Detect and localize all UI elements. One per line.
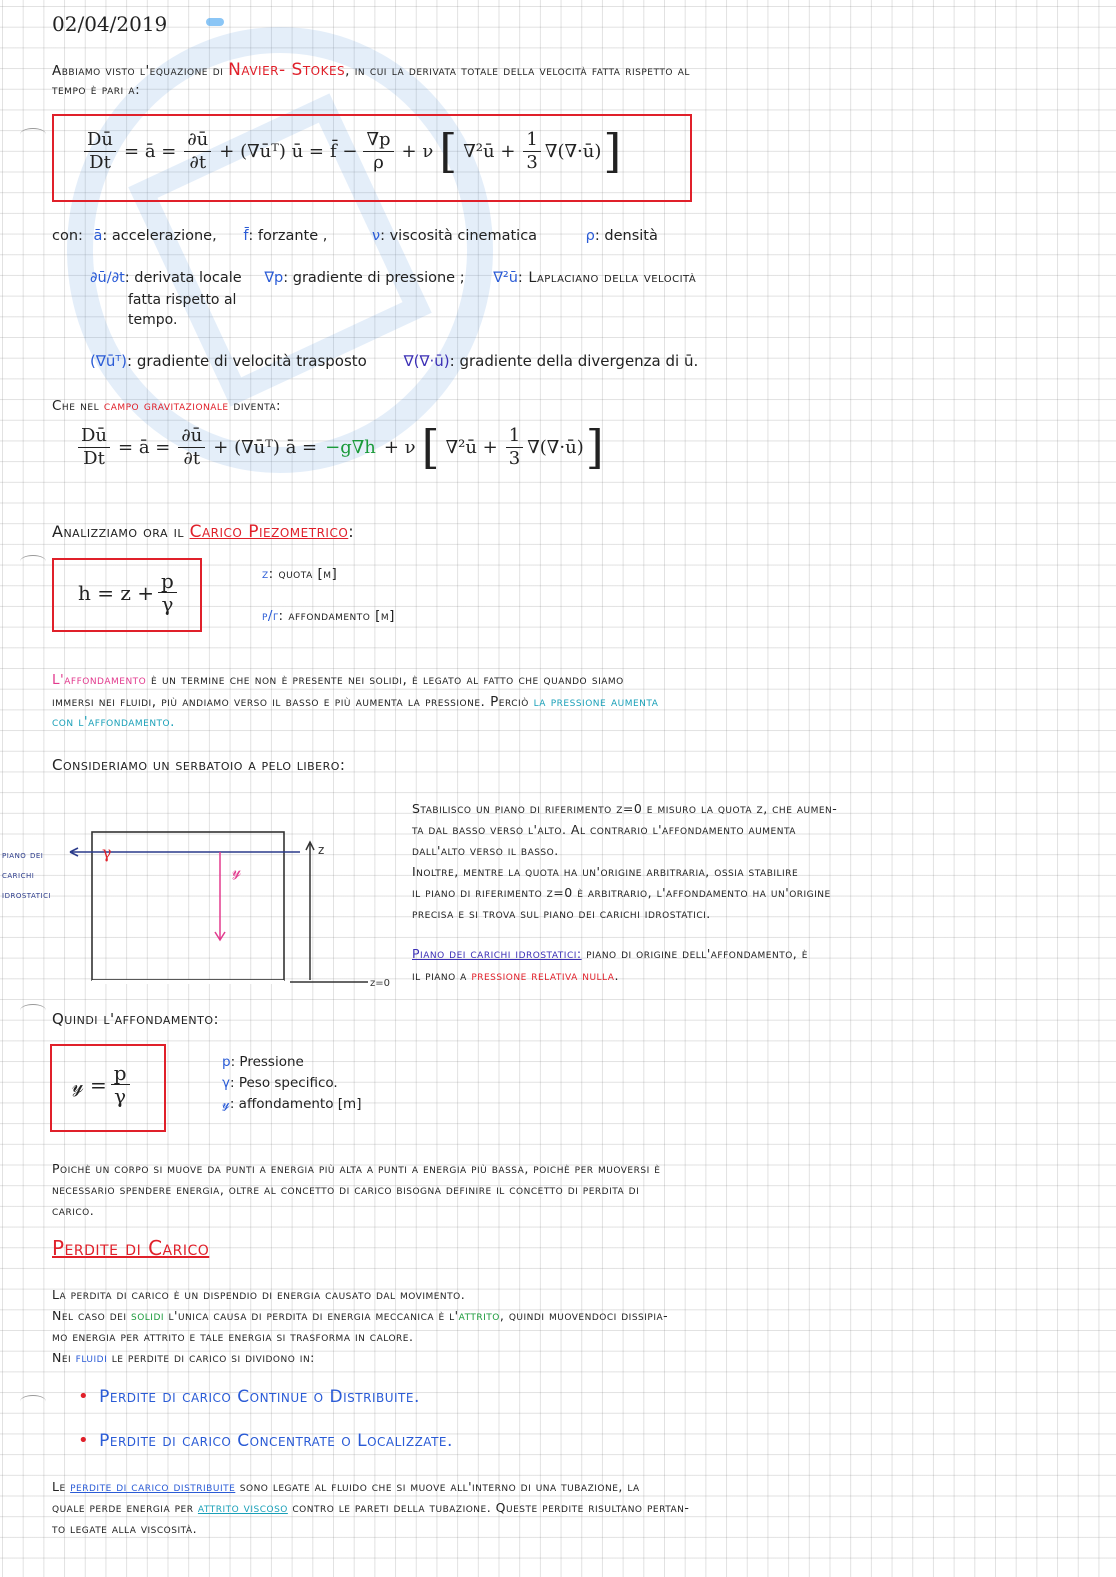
margin-hole [20,128,46,141]
legend-row-3: (∇ūᵀ): gradiente di velocità trasposto ∇(∇·ū): gradiente della divergenza di ū. [90,352,699,370]
affondamento-line-2: immersi nei fluidi, più andiamo verso il basso e più aumenta la pressione. Perciò la pressione aumenta [52,694,659,710]
hydrostatic-plane-label: piano dei carichi idrostatici [2,850,52,901]
legend-row-2c: tempo. [128,312,178,328]
distribuite-paragraph: Le perdite di carico distribuite sono legate al fluido che si muove all'interno di una tubazione, la quale perde energia per attrito viscoso contro le pareti della tubazione. Queste perdite risultano pertan- to legate alla viscosità. [52,1479,690,1536]
piano-carichi-definition: Piano dei carichi idrostatici: piano di origine dell'affondamento, è [412,946,808,961]
affondamento-term: L'affondamento [52,672,147,688]
intro-line-1: Abbiamo visto l'equazione di Navier- Stokes, in cui la derivata totale della velocità fatta rispetto al [52,60,690,80]
legend-row-1: con: ā: accelerazione, f̄: forzante , ν: viscosità cinematica ρ: densità [52,228,658,244]
serbatoio-title: Consideriamo un serbatoio a pelo libero: [52,756,346,774]
margin-hole [20,555,46,568]
bullet-icon: • [78,1430,90,1451]
margin-hole [20,1395,46,1408]
perdite-paragraph: La perdita di carico è un dispendio di energia causato dal movimento. Nel caso dei solidi l'unica causa di perdita di energia meccanica è l'attrito, quindi muovendoci dissipia- mo energia per attrito e tale energia si trasforma in calore. Nei fluidi le perdite di carico si dividono in: [52,1287,669,1365]
legend-row-2: ∂ū/∂t: derivata locale ∇p: gradiente di pressione ; ∇²ū: Laplaciano della velocità [90,270,697,286]
piezometric-intro: Analizziamo ora il Carico Piezometrico: [52,522,355,542]
piano-carichi-definition-2: il piano a pressione relativa nulla. [412,968,619,983]
margin-hole [20,1004,46,1017]
legend-row-2b: fatta rispetto al [128,292,237,308]
equation-affondamento: 𝓎 = $\frac{p}{\gamma}$ [72,1062,134,1107]
intro-line-2: tempo è pari a: [52,82,141,98]
piezo-legend-pg: p/γ: affondamento [m] [262,608,395,624]
equation-piezometric: h = z + $\frac{p}{\gamma}$ [78,570,181,615]
poiche-paragraph: Poichè un corpo si muove da punti a energia più alta a punti a energia più bassa, poichè per muoversi è necessario spendere energia, oltre al concetto di carico bisogna definire il concetto di perdita di carico. [52,1161,661,1218]
perdite-title: Perdite di Carico [52,1236,210,1260]
gravitational-intro: Che nel campo gravitazionale diventa: [52,398,282,414]
campo-gravitazionale-term: campo gravitazionale [103,398,229,414]
bullet-icon: • [78,1386,90,1407]
navier-stokes-term: Navier- Stokes [228,60,346,80]
piezo-legend-z: z: quota [m] [262,566,338,582]
surface-symbol: γ [102,843,112,862]
equation-gravitational: $\frac{Dū}{Dt}$ = ā = $\frac{\partial ū}{\partial t}$ + (∇ūᵀ) ā = −g∇h + ν [ ∇²ū + $\frac{1}{3}$ ∇(∇·ū) ] [74,424,606,470]
z-axis-label: z [318,843,325,857]
perdite-bullet-2: • Perdite di carico Concentrate o Localizzate. [78,1430,453,1451]
carico-piezometrico-term: Carico Piezometrico [189,522,349,542]
serbatoio-description: Stabilisco un piano di riferimento z=0 e misuro la quota z, che aumen- ta dal basso verso l'alto. Al contrario l'affondamento aumenta dall'alto verso il basso. Inoltre, mentre la quota ha un'origine arbitraria, ossia stabilire il piano di riferimento z=0 è arbitrario, l'affondamento ha un'origine precisa e si trova sul piano dei carichi idrostatici. [412,801,838,921]
reservoir-diagram [0,820,405,990]
phi-label: 𝓎 [232,861,242,880]
reservoir-walls [92,832,284,980]
affondamento-line-1: L'affondamento è un termine che non è presente nei solidi, è legato al fatto che quando siamo [52,672,624,688]
equation-navier-stokes: $\frac{Dū}{Dt}$ = ā = $\frac{\partial ū}{\partial t}$ + (∇ūᵀ) ū = f̄ − $\frac{\nabla p}{\rho}$ + ν [ ∇²ū + $\frac{1}{3}$ ∇(∇·ū) ] [80,128,623,174]
affondamento-line-3: con l'affondamento. [52,714,175,730]
affondamento-def-title: Quindi l'affondamento: [52,1010,220,1028]
perdite-bullet-1: • Perdite di carico Continue o Distribuite. [78,1386,420,1407]
affondamento-legend: p: Pressione γ: Peso specifico. 𝓎: affondamento [m] [222,1054,362,1112]
reservoir-open-top [92,980,284,984]
highlight-mark [206,18,224,26]
z0-label: z=0 [370,978,390,989]
date: 02/04/2019 [52,12,168,36]
piano-carichi-term: Piano dei carichi idrostatici: [412,946,582,961]
